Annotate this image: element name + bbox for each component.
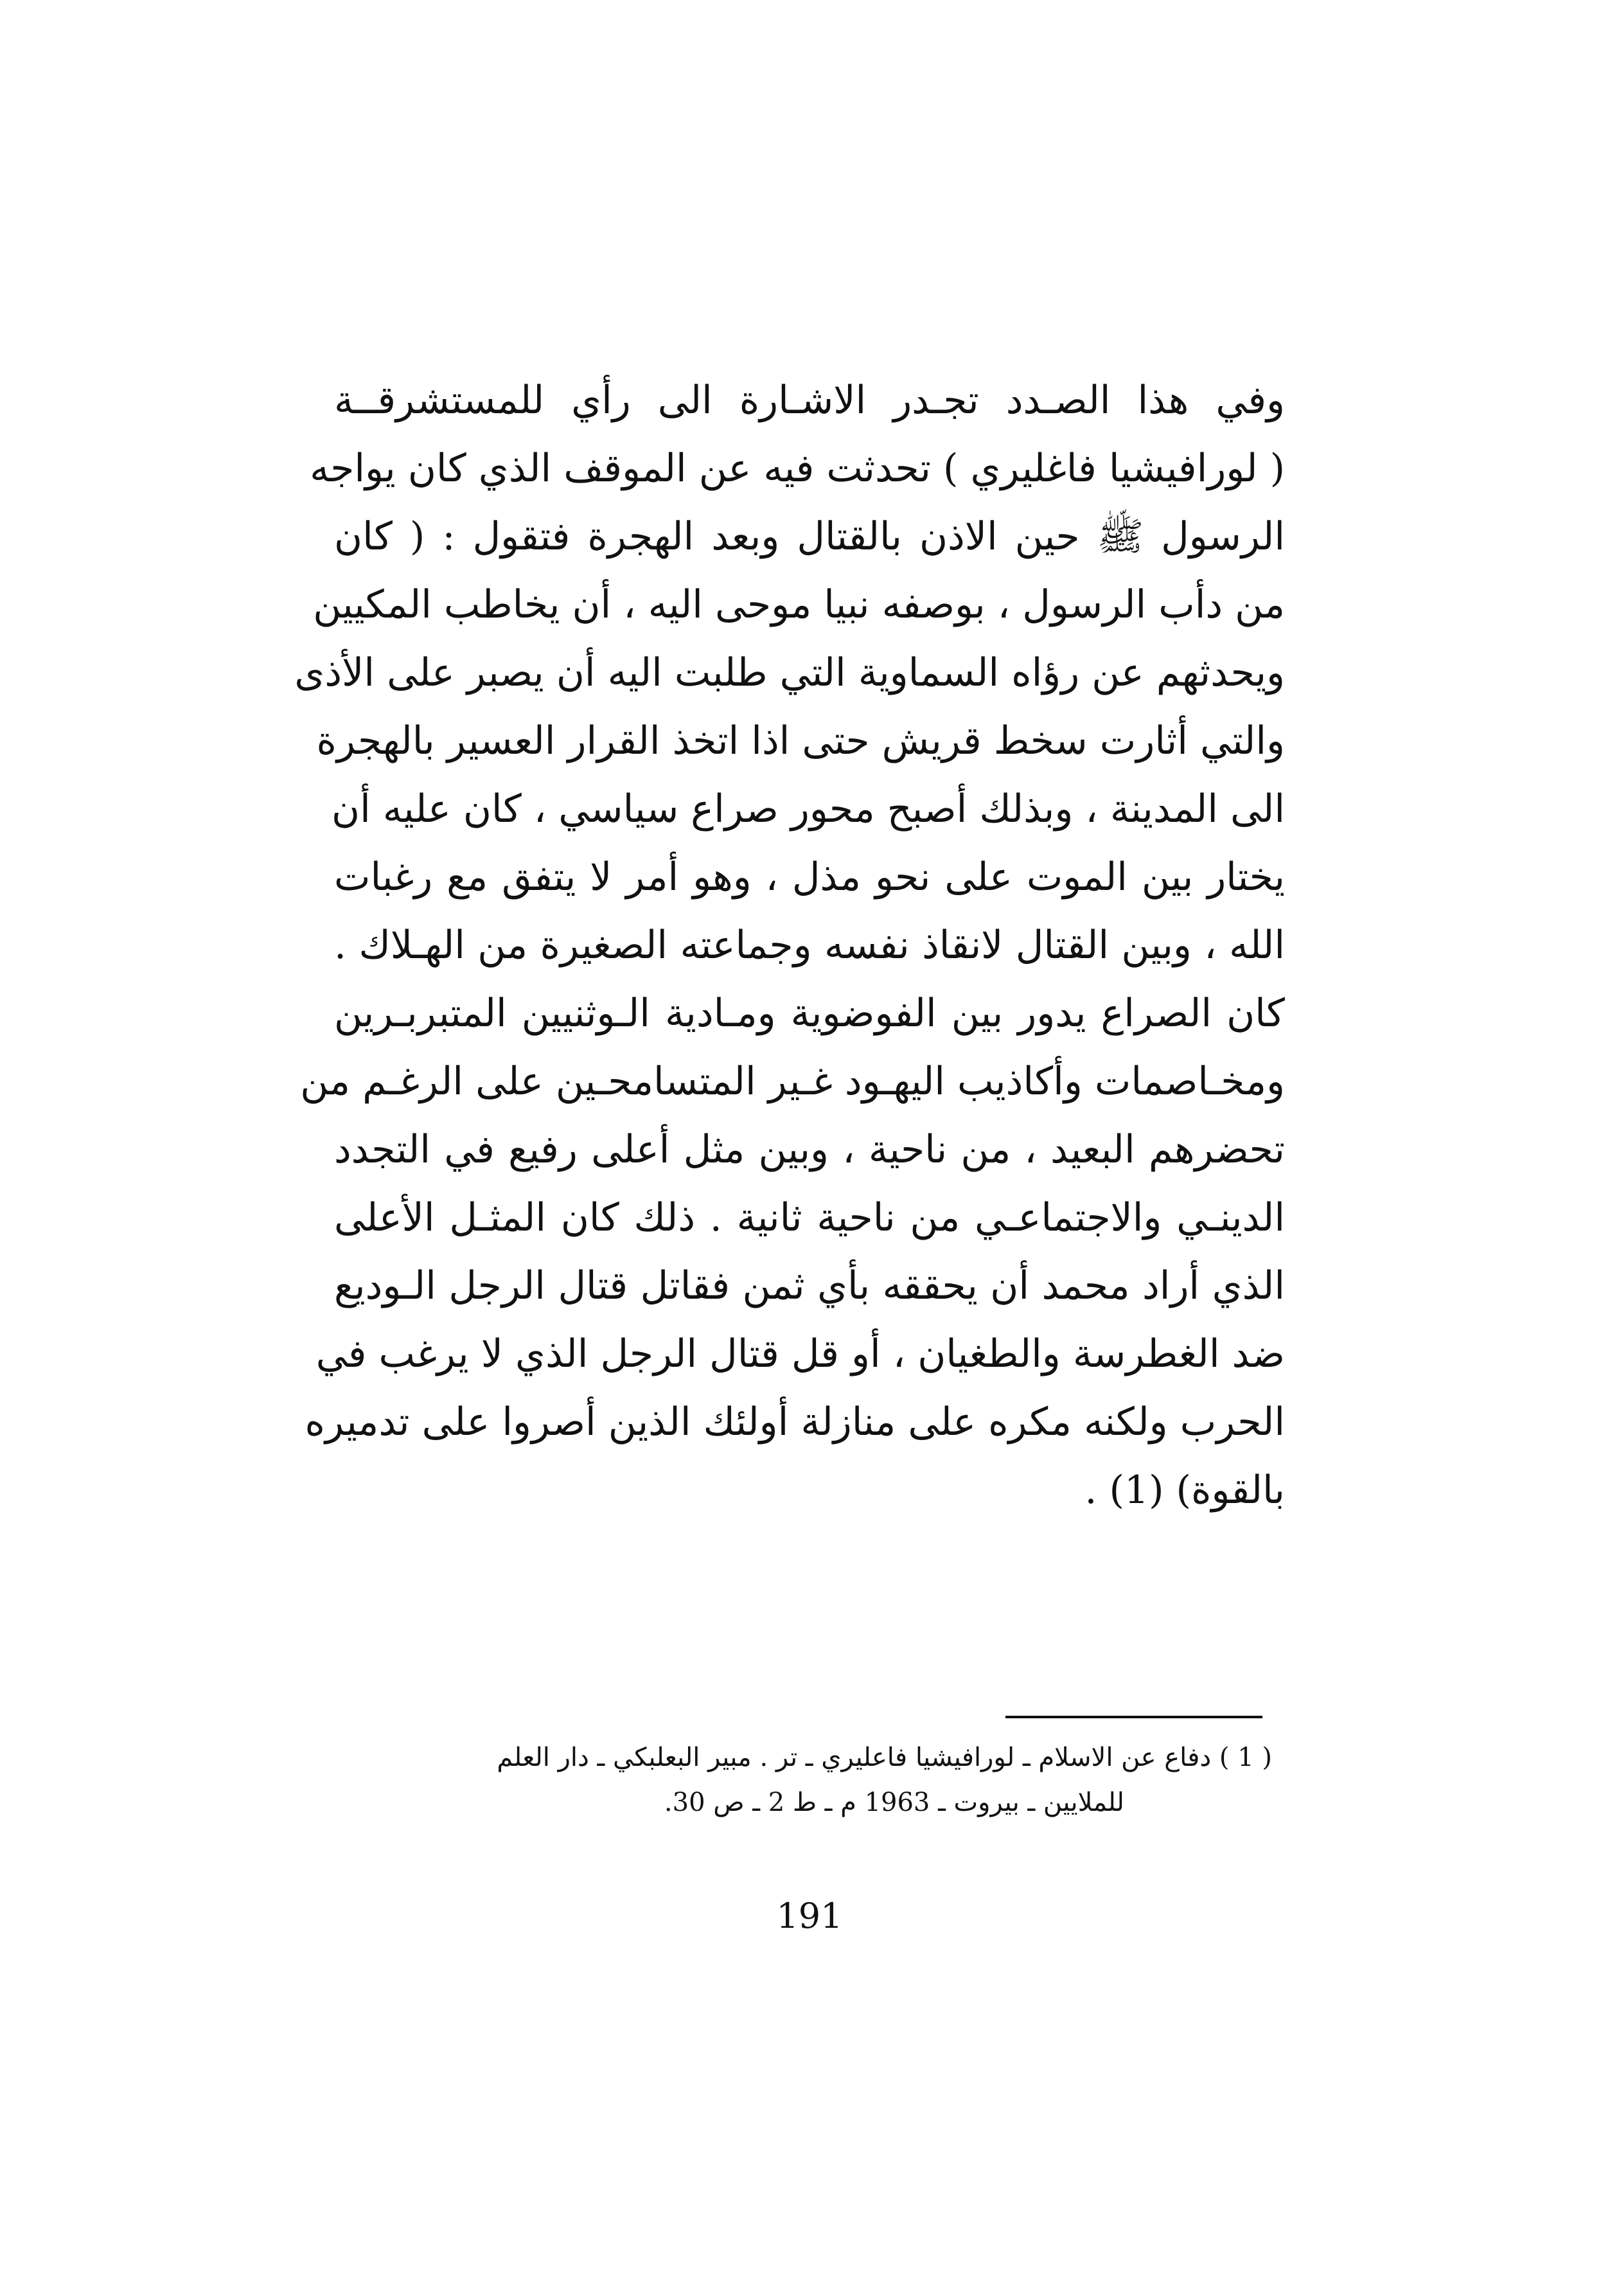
text-line-14: الذي أراد محمد أن يحققه بأي ثمن فقاتل قتال الرجل الـوديع [334, 1263, 1285, 1308]
text-line-11: ومخـاصمات وأكاذيب اليهـود غـير المتسامحـين على الرغـم من [300, 1059, 1285, 1104]
footnote-line-2: للملايين ـ بيروت ـ 1963 م ـ ط 2 ـ ص 30. [664, 1788, 1124, 1817]
text-line-15: ضد الغطرسة والطغيان ، أو قل قتال الرجل الذي لا يرغب في [315, 1331, 1285, 1376]
page-number: 191 [776, 1896, 843, 1936]
text-line-9: الله ، وبين القتال لانقاذ نفسه وجماعته الصغيرة من الهـلاك . [334, 923, 1285, 968]
text-line-7: الى المدينة ، وبذلك أصبح محور صراع سياسي ، كان عليه أن [332, 787, 1285, 832]
text-line-5: ويحدثهم عن رؤاه السماوية التي طلبت اليه أن يصبر على الأذى [294, 650, 1285, 695]
text-line-3: الرسول ﷺ حين الاذن بالقتال وبعد الهجرة فتقول : ( كان [334, 514, 1285, 559]
text-line-6: والتي أثارت سخط قريش حتى اذا اتخذ القرار العسير بالهجرة [316, 718, 1285, 763]
footnote-line-1: ( 1 ) دفاع عن الاسلام ـ لورافيشيا فاعليري ـ تر . مبير البعلبكي ـ دار العلم [497, 1743, 1272, 1772]
text-line-2: ( لورافيشيا فاغليري ) تحدثت فيه عن الموقف الذي كان يواجه [310, 446, 1285, 491]
text-line-8: يختار بين الموت على نحو مذل ، وهو أمر لا يتفق مع رغبات [334, 855, 1285, 900]
text-line-16: الحرب ولكنه مكره على منازلة أولئك الذين أصروا على تدميره [305, 1400, 1285, 1445]
main-text-block [294, 366, 1285, 1524]
text-line-1: وفي هذا الصـدد تجـدر الاشـارة الى رأي للمستشرقــة [334, 378, 1285, 423]
text-line-4: من دأب الرسول ، بوصفه نبيا موحى اليه ، أن يخاطب المكيين [313, 582, 1285, 627]
text-line-10: كان الصراع يدور بين الفوضوية ومـادية الـوثنيين المتبربـرين [334, 991, 1285, 1036]
text-line-17: بالقوة) (1) . [1084, 1468, 1285, 1513]
text-line-13: الدينـي والاجتماعـي من ناحية ثانية . ذلك كان المثـل الأعلى [334, 1195, 1285, 1240]
footnote-divider [1005, 1716, 1262, 1718]
text-line-12: تحضرهم البعيد ، من ناحية ، وبين مثل أعلى رفيع في التجدد [334, 1127, 1285, 1172]
footnote-block [334, 1735, 1272, 1825]
